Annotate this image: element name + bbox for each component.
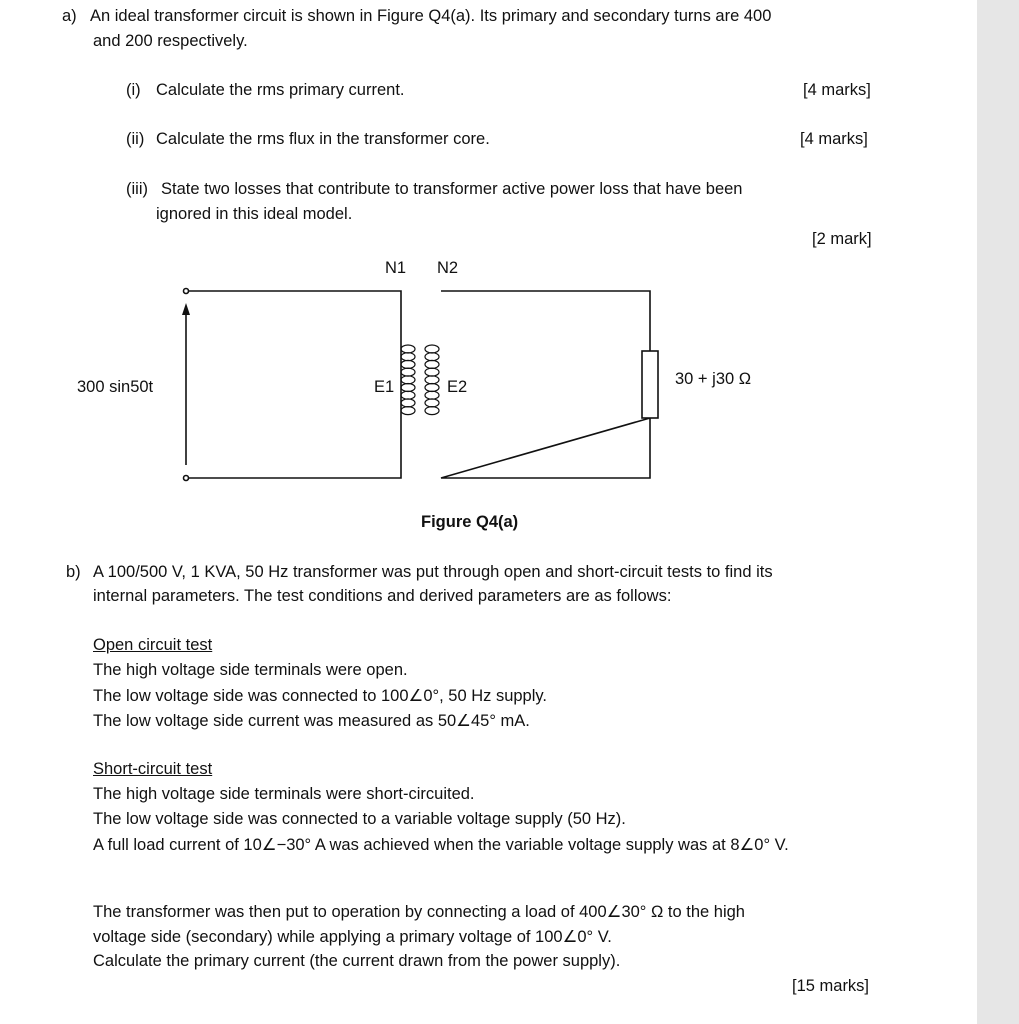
load-label: 30 + j30 Ω — [675, 370, 752, 388]
sc-line: A full load current of 10∠−30° A was achieved when the variable voltage supply was at 8∠0° V. — [93, 836, 789, 854]
q2-label: (ii) — [126, 130, 145, 148]
coil-turn — [401, 353, 415, 361]
e2-label: E2 — [447, 378, 468, 396]
coil-turn — [425, 360, 439, 368]
coil-turn — [401, 376, 415, 384]
coil-turn — [425, 368, 439, 376]
coil-turn — [425, 399, 439, 407]
coil-turn — [401, 407, 415, 415]
q1-marks: [4 marks] — [803, 81, 871, 99]
coil-turn — [401, 399, 415, 407]
n1-label: N1 — [385, 259, 407, 277]
q3-text1: State two losses that contribute to transformer active power loss that have been — [161, 180, 743, 198]
open-circuit-title: Open circuit test — [93, 636, 213, 654]
terminal-top — [184, 289, 189, 294]
q2-text: Calculate the rms flux in the transformer core. — [156, 130, 490, 148]
q1-label: (i) — [126, 81, 141, 99]
coil-turn — [401, 391, 415, 399]
op-line: Calculate the primary current (the current drawn from the power supply). — [93, 952, 621, 970]
coil-turn — [401, 360, 415, 368]
primary-wire — [186, 291, 401, 478]
terminal-bottom — [184, 476, 189, 481]
secondary-wire — [441, 291, 650, 478]
coil-turn — [425, 353, 439, 361]
oc-line: The low voltage side current was measured as 50∠45° mA. — [93, 712, 530, 730]
coil-turn — [401, 345, 415, 353]
short-circuit-title: Short-circuit test — [93, 760, 213, 778]
n2-label: N2 — [437, 259, 459, 277]
q2-marks: [4 marks] — [800, 130, 868, 148]
load-impedance — [642, 351, 658, 418]
arrow-head-icon — [182, 303, 190, 315]
coil-turn — [401, 384, 415, 392]
coil-turn — [425, 391, 439, 399]
q3-text2: ignored in this ideal model. — [156, 205, 353, 223]
coil-turn — [401, 368, 415, 376]
part-b-marks: [15 marks] — [792, 977, 870, 995]
part-b-line2: internal parameters. The test conditions and derived parameters are as follows: — [93, 587, 672, 605]
part-b-line1: A 100/500 V, 1 KVA, 50 Hz transformer was put through open and short-circuit tests to find its — [93, 563, 773, 581]
oc-line: The high voltage side terminals were open. — [93, 661, 408, 679]
coil-turn — [425, 384, 439, 392]
q1-text: Calculate the rms primary current. — [156, 81, 405, 99]
op-line: voltage side (secondary) while applying a primary voltage of 100∠0° V. — [93, 928, 612, 946]
q3-label: (iii) — [126, 180, 148, 198]
part-a-line2: and 200 respectively. — [93, 32, 248, 50]
part-a-line1: An ideal transformer circuit is shown in Figure Q4(a). Its primary and secondary turns are 400 — [90, 7, 772, 25]
op-line: The transformer was then put to operation by connecting a load of 400∠30° Ω to the high — [93, 903, 745, 921]
part-a-label: a) — [62, 7, 77, 25]
sc-line: The low voltage side was connected to a variable voltage supply (50 Hz). — [93, 810, 626, 828]
figure-caption: Figure Q4(a) — [421, 513, 519, 531]
source-label: 300 sin50t — [77, 378, 154, 396]
q3-marks: [2 mark] — [812, 230, 872, 248]
coil-turn — [425, 345, 439, 353]
part-b-label: b) — [66, 563, 81, 581]
e1-label: E1 — [374, 378, 395, 396]
oc-line: The low voltage side was connected to 100∠0°, 50 Hz supply. — [93, 687, 548, 705]
coil-turn — [425, 376, 439, 384]
coil-turn — [425, 407, 439, 415]
sc-line: The high voltage side terminals were short-circuited. — [93, 785, 475, 803]
